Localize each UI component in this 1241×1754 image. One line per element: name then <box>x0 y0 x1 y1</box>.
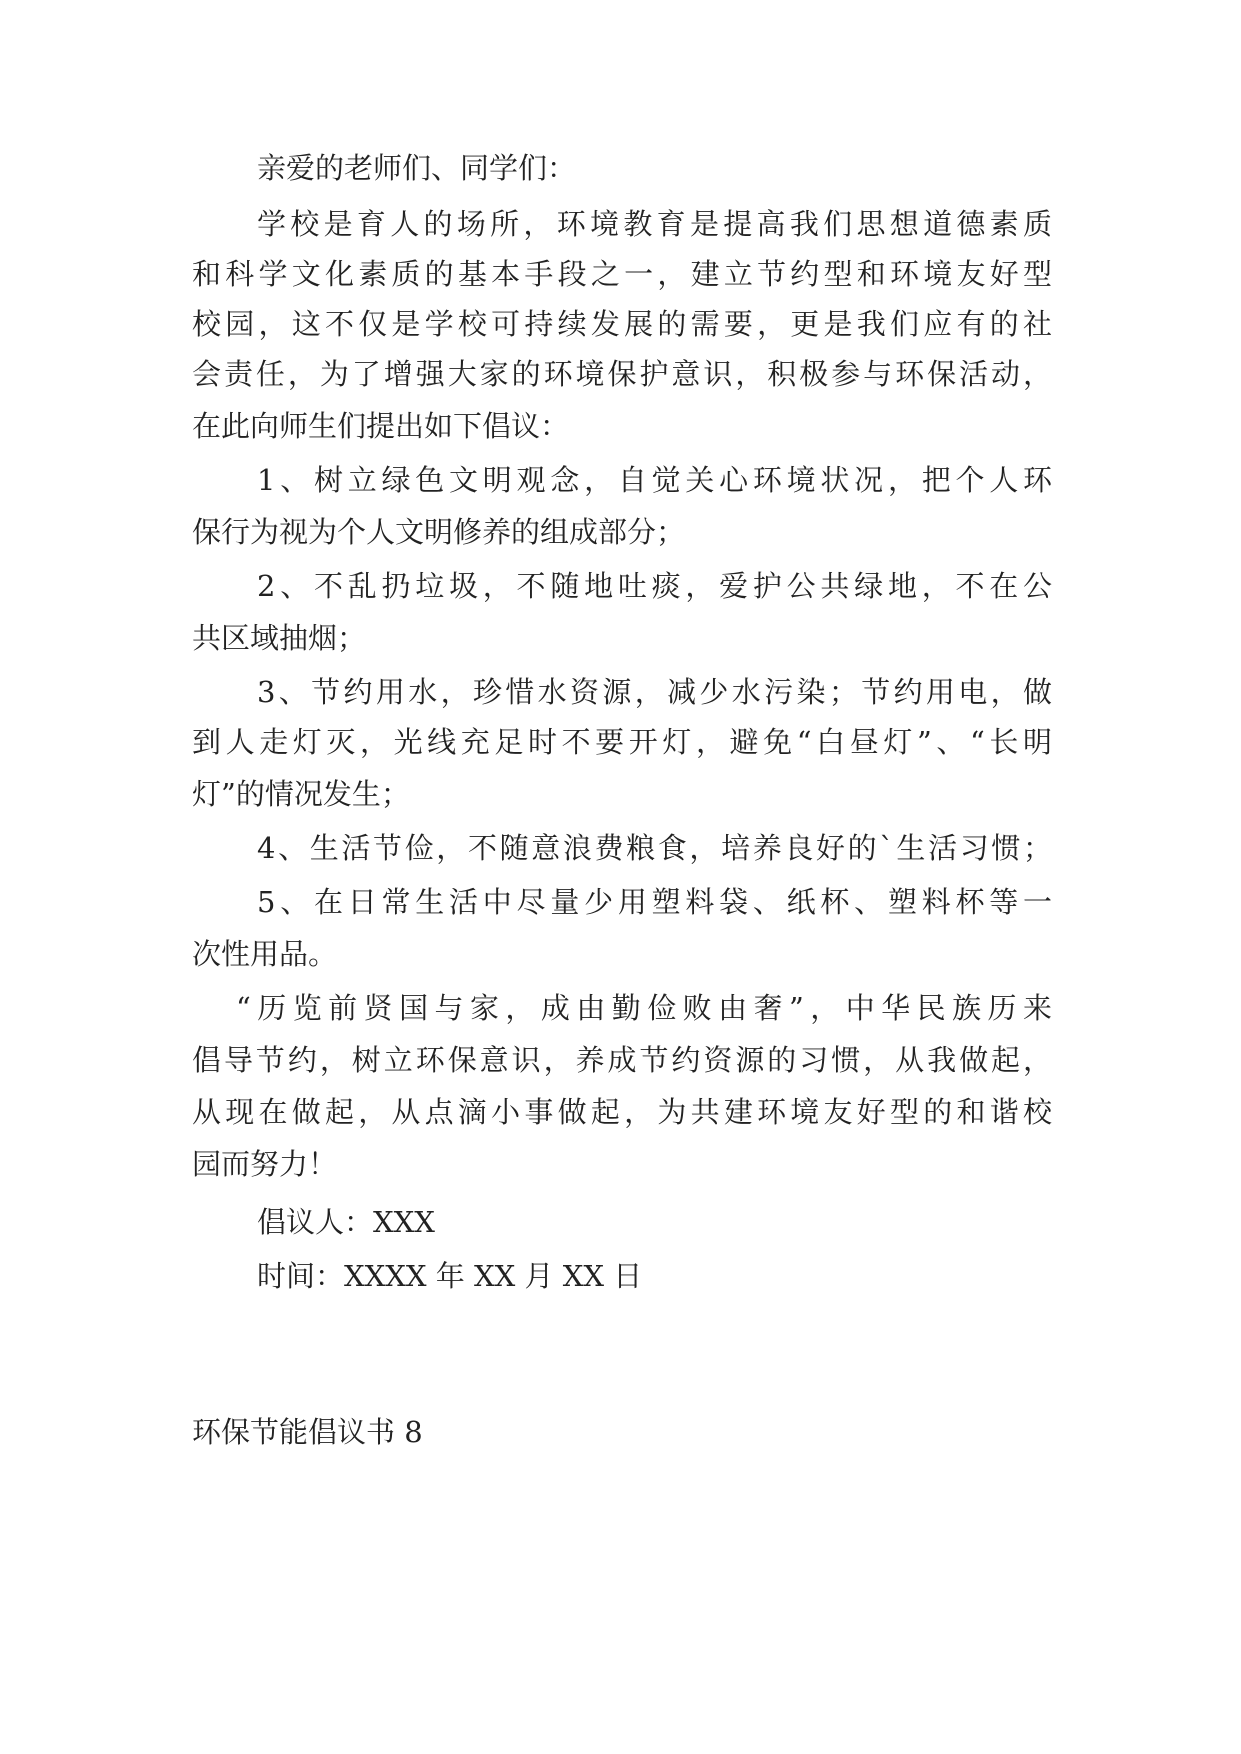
list-item-line: 保行为视为个人文明修养的组成部分； <box>192 515 686 549</box>
greeting: 亲爱的老师们、同学们： <box>257 151 577 185</box>
paragraph-line: 学校是育人的场所，环境教育是提高我们思想道德素质 <box>257 207 1052 241</box>
paragraph-line: 和科学文化素质的基本手段之一，建立节约型和环境友好型 <box>192 257 1052 291</box>
list-item-line: 5、在日常生活中尽量少用塑料袋、纸杯、塑料杯等一 <box>257 885 1052 919</box>
paragraph-line: 在此向师生们提出如下倡议： <box>192 409 570 443</box>
closing-line: 倡导节约，树立环保意识，养成节约资源的习惯，从我做起， <box>192 1043 1052 1077</box>
list-item-line: 灯”的情况发生； <box>192 777 410 811</box>
closing-line: “历览前贤国与家，成由勤俭败由奢”，中华民族历来 <box>236 991 1052 1025</box>
list-item-line: 1、树立绿色文明观念，自觉关心环境状况，把个人环 <box>257 463 1052 497</box>
signer: 倡议人：XXX <box>257 1205 435 1239</box>
paragraph-line: 校园，这不仅是学校可持续发展的需要，更是我们应有的社 <box>192 307 1052 341</box>
next-section-heading: 环保节能倡议书 8 <box>192 1415 423 1449</box>
date: 时间：XXXX 年 XX 月 XX 日 <box>257 1259 643 1293</box>
list-item-line: 2、不乱扔垃圾，不随地吐痰，爱护公共绿地，不在公 <box>257 569 1052 603</box>
list-item-line: 到人走灯灭，光线充足时不要开灯，避免“白昼灯”、“长明 <box>192 725 1052 759</box>
closing-line: 从现在做起，从点滴小事做起，为共建环境友好型的和谐校 <box>192 1095 1052 1129</box>
list-item-line: 4、生活节俭，不随意浪费粮食，培养良好的`生活习惯； <box>257 831 1052 865</box>
list-item-line: 次性用品。 <box>192 937 338 971</box>
list-item-line: 3、节约用水，珍惜水资源，减少水污染；节约用电，做 <box>257 675 1052 709</box>
paragraph-line: 会责任，为了增强大家的环境保护意识，积极参与环保活动， <box>192 357 1052 391</box>
list-item-line: 共区域抽烟； <box>192 621 367 655</box>
closing-line: 园而努力！ <box>192 1147 338 1181</box>
